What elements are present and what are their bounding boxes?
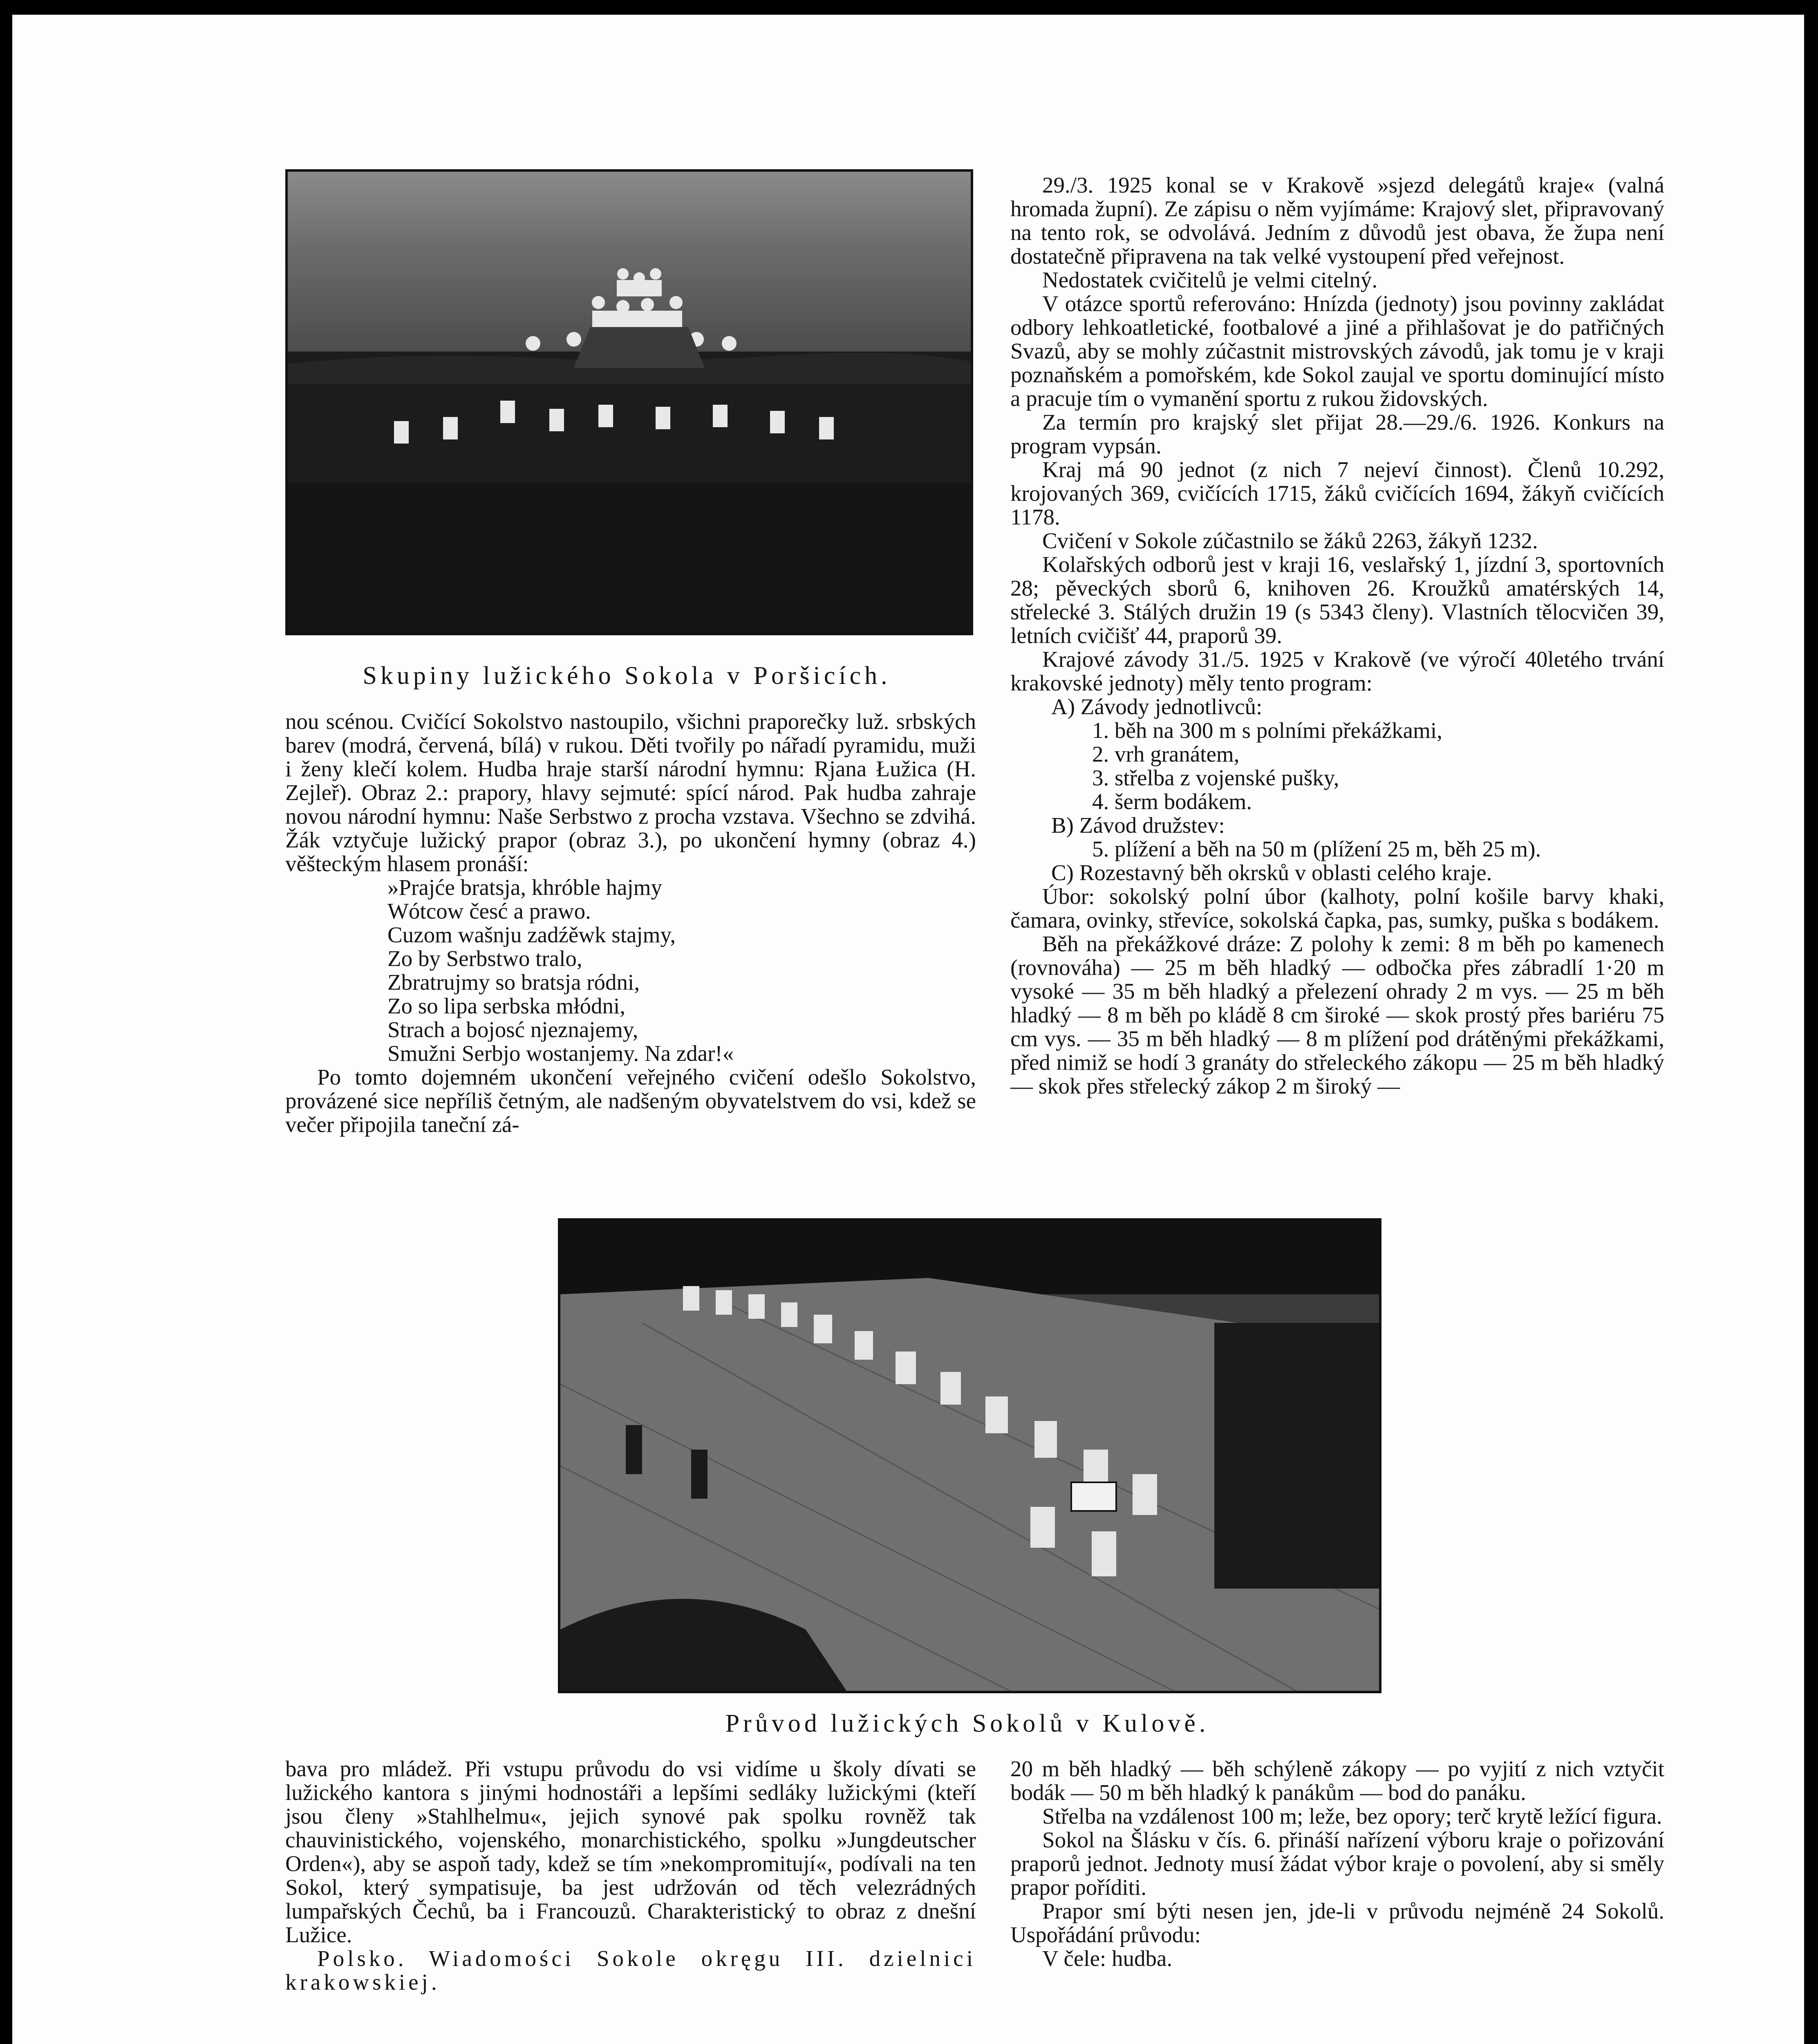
paragraph: V otázce sportů referováno: Hnízda (jednoty) jsou povinny zakládat odbory lehkoatletické, footbalové a jiné a přihlašovat je do patřičných Svazů, aby se mohly zúčastnit mistrovských závodů, jak tomu je v kraji poznaňském a pomořském, kde Sokol zaujal ve sportu dominující místo a pracuje tím o vymanění sportu z rukou židovských. bbox=[1010, 291, 1664, 411]
list-heading: A) Závody jednotlivců: bbox=[1051, 694, 1263, 719]
paragraph: Střelba na vzdálenost 100 m; leže, bez opory; terč krytě ležící figura. bbox=[1042, 1804, 1662, 1829]
paragraph: Nedostatek cvičitelů je velmi citelný. bbox=[1042, 267, 1378, 292]
photo-procession-image bbox=[560, 1221, 1379, 1691]
left-column-bottom bbox=[285, 1757, 976, 1994]
poem-line: Cuzom wašnju zadźěwk stajmy, bbox=[387, 922, 676, 947]
photo-procession bbox=[558, 1218, 1381, 1693]
list-item: 5. plížení a běh na 50 m (plížení 25 m, běh 25 m). bbox=[1092, 836, 1541, 861]
photo-pyramid-image bbox=[288, 172, 971, 633]
list-heading: B) Závod družstev: bbox=[1051, 813, 1225, 838]
list-item: 3. střelba z vojenské pušky, bbox=[1092, 765, 1339, 790]
paragraph: bava pro mládež. Při vstupu průvodu do vsi vidíme u školy dívati se lužického kantora s jinými hodnostáři a lepšími sedláky lužickými (kteří jsou členy »Stahlhelmu«, jejich synové pak spolku rovněž tak chauvinistického, vojenského, monarchistického, spolku »Jungdeutscher Orden«), aby se aspoň tady, kdež se tím »nekompromitují«, podívali na ten Sokol, který sympatisuje, ba jest udržován od těch velezrádných lumpařských Čechů, ba i Francouzů. Charakteristický to obraz z dnešní Lužice. bbox=[285, 1756, 976, 1947]
paragraph: Běh na překážkové dráze: Z polohy k zemi: 8 m běh po kamenech (rovnováha) — 25 m běh hladký — odbočka přes zábradlí 1·20 m vysoké — 35 m běh hladký a přelezení ohrady 2 m vys. — 25 m běh hladký — 8 m běh po kládě 8 cm široké — skok prostý přes bariéru 75 cm vys. — 35 m běh hladký — 8 m plížení pod drátěnými překážkami, před nimiž se hodí 3 granáty do střeleckého zákopu — 25 m běh hladký — skok přes střelecký zákop 2 m široký — bbox=[1010, 931, 1664, 1098]
list-item: 2. vrh granátem, bbox=[1092, 742, 1240, 766]
right-column-bottom bbox=[1010, 1757, 1664, 1970]
paragraph: Za termín pro krajský slet přijat 28.—29./6. 1926. Konkurs na program vypsán. bbox=[1010, 410, 1664, 458]
poem-line: Smužni Serbjo wostanjemy. Na zdar!« bbox=[387, 1041, 734, 1066]
poem-line: Zo by Serbstwo tralo, bbox=[387, 946, 582, 971]
list-heading: C) Rozestavný běh okrsků v oblasti celého kraje. bbox=[1051, 860, 1492, 885]
poem-line: Zo so lipa serbska młódni, bbox=[387, 993, 626, 1018]
paragraph: V čele: hudba. bbox=[1042, 1946, 1173, 1971]
paragraph: 29./3. 1925 konal se v Krakově »sjezd delegátů kraje« (valná hromada župní). Ze zápisu o něm vyjímáme: Krajový slet, připravovaný na tento rok, se odvolává. Jedním z důvodů jest obava, že župa není dostatečně připravena na tak velké vystoupení před veřejnost. bbox=[1010, 173, 1664, 269]
document-page bbox=[12, 15, 1804, 2044]
paragraph: Po tomto dojemném ukončení veřejného cvičení odešlo Sokolstvo, provázené sice nepříliš četným, ale nadšeným obyvatelstvem do vsi, kdež se večer připojila taneční zá- bbox=[285, 1065, 976, 1137]
poem-line: »Prajće bratsja, khróble hajmy bbox=[387, 875, 663, 900]
paragraph: 20 m běh hladký — běh schýleně zákopy — po vyjití z nich vztyčit bodák — 50 m běh hladký k panákům — bod do panáku. bbox=[1010, 1756, 1664, 1805]
right-column-top bbox=[1010, 173, 1664, 1098]
paragraph: Úbor: sokolský polní úbor (kalhoty, polní košile barvy khaki, čamara, ovinky, střevíce, sokolská čapka, pas, sumky, puška s bodákem. bbox=[1010, 884, 1664, 932]
paragraph: Prapor smí býti nesen jen, jde-li v průvodu nejméně 24 Sokolů. Uspořádání průvodu: bbox=[1010, 1898, 1664, 1947]
photo-pyramid bbox=[285, 169, 973, 635]
caption-procession: Průvod lužických Sokolů v Kulově. bbox=[725, 1710, 1209, 1737]
list-item: 4. šerm bodákem. bbox=[1092, 789, 1252, 814]
paragraph: Cvičení v Sokole zúčastnilo se žáků 2263, žákyň 1232. bbox=[1042, 528, 1538, 553]
left-column-top bbox=[285, 710, 976, 1136]
paragraph: Sokol na Šlásku v čís. 6. přináší nařízení výboru kraje o pořizování praporů jednot. Jednoty musí žádat výbor kraje o povolení, aby si směly prapor poříditi. bbox=[1010, 1827, 1664, 1900]
paragraph: nou scénou. Cvičící Sokolstvo nastoupilo, všichni praporečky luž. srbských barev (modrá, červená, bílá) v rukou. Děti tvořily po nářadí pyramidu, muži i ženy klečí kolem. Hudba hraje starší národní hymnu: Rjana Łužica (H. Zejleř). Obraz 2.: prapory, hlavy sejmuté: spící národ. Pak hudba zahraje novou národní hymnu: Naše Serbstwo z procha vzstava. Všechno se zdvihá. Žák vztyčuje lužický prapor (obraz 3.), po ukončení hymny (obraz 4.) věšteckým hlasem pronáší: bbox=[285, 709, 976, 876]
list-item: 1. běh na 300 m s polními překážkami, bbox=[1092, 718, 1442, 743]
poem-line: Zbratrujmy so bratsja ródni, bbox=[387, 970, 640, 995]
paragraph: Kraj má 90 jednot (z nich 7 nejeví činnost). Členů 10.292, krojovaných 369, cvičících 1715, žáků cvičících 1694, žákyň cvičících 1178. bbox=[1010, 457, 1664, 529]
paragraph: Krajové závody 31./5. 1925 v Krakově (ve výročí 40letého trvání krakovské jednoty) měly tento program: bbox=[1010, 647, 1664, 695]
section-heading: Polsko. Wiadomości Sokole okręgu III. dzielnici krakowskiej. bbox=[285, 1946, 976, 1995]
poem-line: Strach a bojosć njeznajemy, bbox=[387, 1017, 638, 1042]
poem-line: Wótcow česć a prawo. bbox=[387, 899, 591, 923]
caption-pyramid: Skupiny lužického Sokola v Poršicích. bbox=[363, 662, 891, 690]
paragraph: Kolařských odborů jest v kraji 16, veslařský 1, jízdní 3, sportovních 28; pěveckých sborů 6, knihoven 26. Kroužků amatérských 14, střelecké 3. Stálých družin 19 (s 5343 členy). Vlastních tělocvičen 39, letních cvičišť 44, praporů 39. bbox=[1010, 552, 1664, 648]
